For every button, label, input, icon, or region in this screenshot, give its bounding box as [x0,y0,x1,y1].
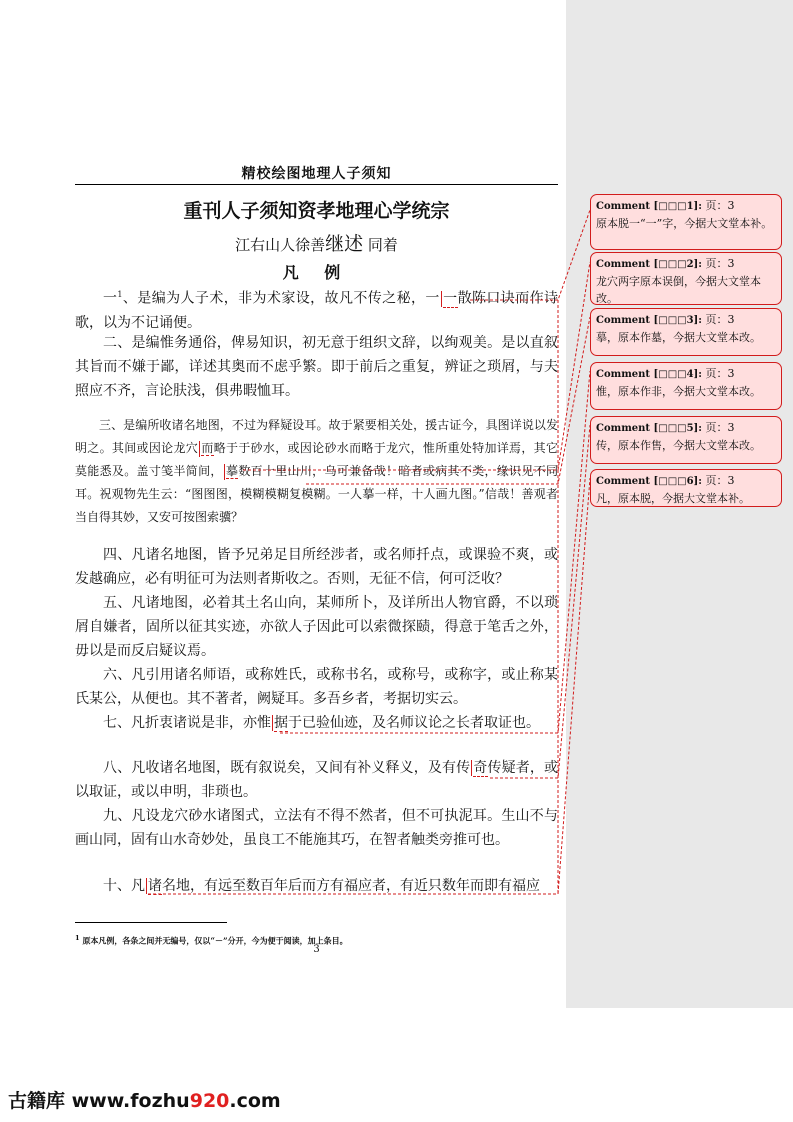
watermark-accent: 920 [189,1090,230,1112]
comment-body: 龙穴两字原本误倒，今据大文堂本改。 [596,275,761,305]
watermark-text: 古籍库 www.fozhu [8,1090,190,1112]
footnote-ref[interactable]: 1 [117,290,123,299]
paragraph-4: 四、凡诸名地图，皆予兄弟足目所经涉者，或名师扦点，或课验不爽，或发越确应，必有明征可为法则者斯收之。否则，无征不信，何可泛收？ [75,547,558,587]
inserted-text[interactable]: 诸 [148,878,162,894]
watermark-suffix: .com [229,1090,281,1112]
paragraph-2: 二、是编惟务通俗，俾易知识，初无意于组织文辞，以绚观美。是以直叙其旨而不嫌于鄙，详述其奥而不虑乎繁。即于前后之重复，辨证之琐屑，与夫照应不齐，言论肤浅，俱弗暇恤耳。 [75,335,558,399]
comment-header: Comment [□□□4]: [596,369,702,380]
comment-body: 摹，原本作墓，今据大文堂本改。 [596,331,761,344]
comment-page: 页：3 [705,474,735,487]
comment-page: 页：3 [705,257,735,270]
p1-text-c: 散陈口诀而作诗歌，以为不记诵便。 [75,290,559,331]
comment-5[interactable] [590,416,782,464]
p7-text-b: 于已验仙迹，及名师议论之长者取证也。 [288,715,540,731]
paragraph-6: 六、凡引用诸名师语，或称姓氏，或称书名，或称号，或称字，或止称某氏某公，从便也。其不著者，阙疑耳。多吾乡者，考据切实云。 [75,667,558,707]
p10-text-a: 十、凡 [103,878,145,894]
inserted-text[interactable]: 摹 [225,464,239,478]
comment-body: 传，原本作售，今据大文堂本改。 [596,439,761,452]
p8-text-a: 八、凡收诸名地图，既有叙说矣，又间有补义释义，及有传 [103,760,471,776]
comment-6[interactable] [590,469,782,507]
comment-3[interactable] [590,308,782,356]
running-header: 精校绘图地理人子须知 [241,166,392,182]
inserted-text[interactable]: 据 [274,715,288,731]
p1-text-a: 一 [103,290,118,307]
paragraph-5: 五、凡诸地图，必着其土名山向，某师所卜，及详所出人物官爵，不以琐屑自嫌者，固所以征其实迹，亦欲人子因此可以索微探赜，得意于笔舌之外，毋以是而反启疑议焉。 [75,595,558,659]
p8-text-b: 传疑者，或以取证，或以申明，非琐也。 [75,760,558,800]
comment-header: Comment [□□□2]: [596,259,702,270]
comment-header: Comment [□□□5]: [596,423,702,434]
comment-header: Comment [□□□1]: [596,201,702,212]
document-title: 重刊人子须知资孝地理心学统宗 [183,200,450,222]
comment-body: 原本脱一“一”字，今据大文堂本补。 [596,217,773,230]
comment-page: 页：3 [705,199,735,212]
p7-text-a: 七、凡折衷诸说是非，亦惟 [103,715,271,731]
comment-body: 惟，原本作非，今据大文堂本改。 [596,385,761,398]
inserted-text[interactable]: 一 [442,290,458,307]
author-emphasis: 继述 [325,233,364,255]
comment-1[interactable] [590,194,782,250]
comment-page: 页：3 [705,313,735,326]
p1-text-b: 、是编为人子术，非为术家设，故凡不传之秘，一 [122,290,440,307]
site-watermark [8,1086,281,1113]
paragraph-9: 九、凡设龙穴砂水诸图式，立法有不得不然者，但不可执泥耳。生山不与画山同，固有山水奇妙处，虽良工不能施其巧，在智者触类旁推可也。 [75,808,558,848]
comment-2[interactable] [590,252,782,305]
p10-text-b: 名地，有远至数百年后而方有福应者，有近只数年而即有福应 [162,878,540,894]
comment-header: Comment [□□□6]: [596,476,702,487]
author-prefix: 江右山人徐善 [235,236,326,254]
inserted-text[interactable]: 而 [201,441,214,455]
comment-header: Comment [□□□3]: [596,315,702,326]
p3-text-a: 三、是编所收诸名地图，不过为释疑设耳。故于紧要相关处，援古证今，具图详说以发明之。其间或因论龙穴 [75,418,558,455]
section-heading: 凡 例 [282,263,351,282]
author-suffix: 同着 [367,236,398,254]
page-number: 3 [313,944,320,955]
comment-page: 页：3 [705,421,735,434]
p3-text-b: 略于于砂水，或因论砂水而略于龙穴，惟所重处特加详焉，其它莫能悉及。盖寸笺半简间， [75,441,558,478]
footnote-text: 原本凡例，各条之间并无编号，仅以“－”分开，今为便于阅读，加上条目。 [82,935,348,946]
inserted-text[interactable]: 奇 [473,760,488,776]
footnote-number: 1 [75,934,80,942]
comment-4[interactable] [590,362,782,410]
comment-body: 凡，原本脱，今据大文堂本补。 [596,492,750,505]
p3-text-c: 数百十里山川，乌可兼备哉！暗者或病其不类，缘识见不同耳。祝观物先生云：“图图图，模糊模糊复模糊。一人摹一样，十人画九图。”信哉！善观者当自得其妙，又安可按图索骥？ [75,464,558,524]
comment-page: 页：3 [705,367,735,380]
